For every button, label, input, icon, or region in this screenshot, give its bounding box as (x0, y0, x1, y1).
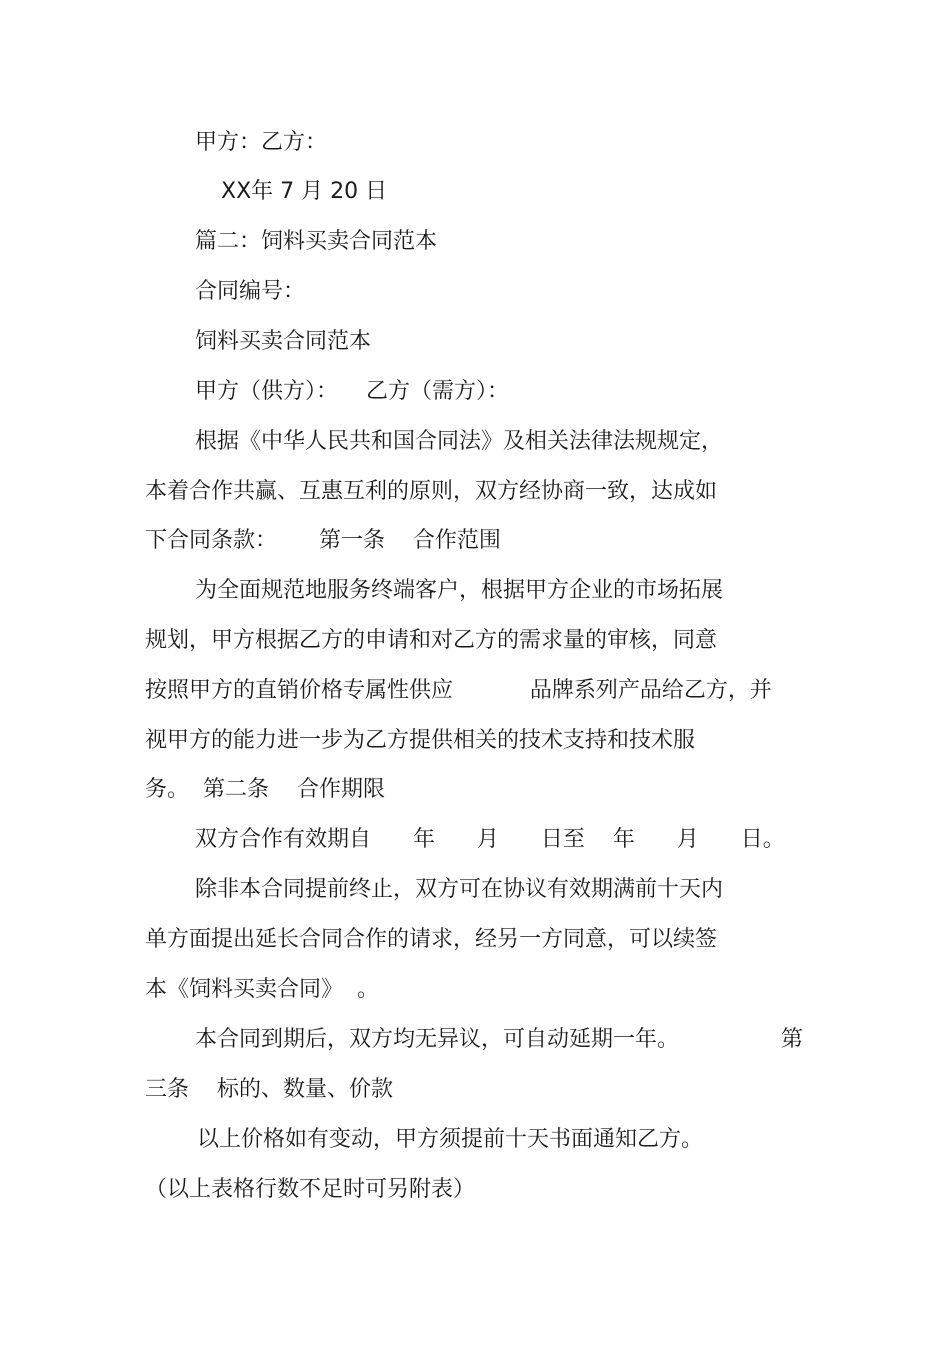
article1-line: 务。 第二条 合作期限 (145, 777, 385, 802)
article3-heading-part2: 三条 标的、数量、价款 (145, 1077, 393, 1102)
table-note: （以上表格行数不足时可另附表） (145, 1177, 476, 1202)
contract-number-label: 合同编号： (195, 279, 306, 304)
preamble-line: 根据《中华人民共和国合同法》及相关法律法规规定， (195, 429, 724, 454)
article3-heading-part1: 第 (781, 1027, 804, 1052)
article1-line: 视甲方的能力进一步为乙方提供相关的技术支持和技术服 (145, 728, 696, 753)
article2-renewal-line: 单方面提出延长合同合作的请求，经另一方同意，可以续签 (145, 927, 718, 952)
article2-renewal-line: 本《饲料买卖合同》 。 (145, 977, 379, 1002)
article2-period: 双方合作有效期自 年 月 日至 年 月 日。 (195, 827, 785, 852)
article2-renewal-line: 除非本合同提前终止，双方可在协议有效期满前十天内 (195, 877, 724, 902)
date-line: XX年 7 月 20 日 (221, 179, 388, 204)
article1-line: 为全面规范地服务终端客户，根据甲方企业的市场拓展 (195, 578, 724, 603)
preamble-line: 本着合作共赢、互惠互利的原则，双方经协商一致，达成如 (145, 479, 718, 504)
contract-title: 饲料买卖合同范本 (195, 329, 372, 354)
article1-line: 按照甲方的直销价格专属性供应 品牌系列产品给乙方，并 (145, 678, 772, 703)
article1-line: 规划，甲方根据乙方的申请和对乙方的需求量的审核，同意 (145, 628, 718, 653)
parties-line: 甲方（供方）： 乙方（需方）： (195, 379, 509, 404)
price-notice: 以上价格如有变动，甲方须提前十天书面通知乙方。 (197, 1127, 704, 1152)
preamble-line: 下合同条款： 第一条 合作范围 (145, 528, 501, 553)
article2-auto-renewal: 本合同到期后，双方均无异议，可自动延期一年。 (195, 1027, 680, 1052)
signature-line: 甲方：乙方： (195, 130, 328, 155)
section-title: 篇二：饲料买卖合同范本 (195, 229, 438, 254)
